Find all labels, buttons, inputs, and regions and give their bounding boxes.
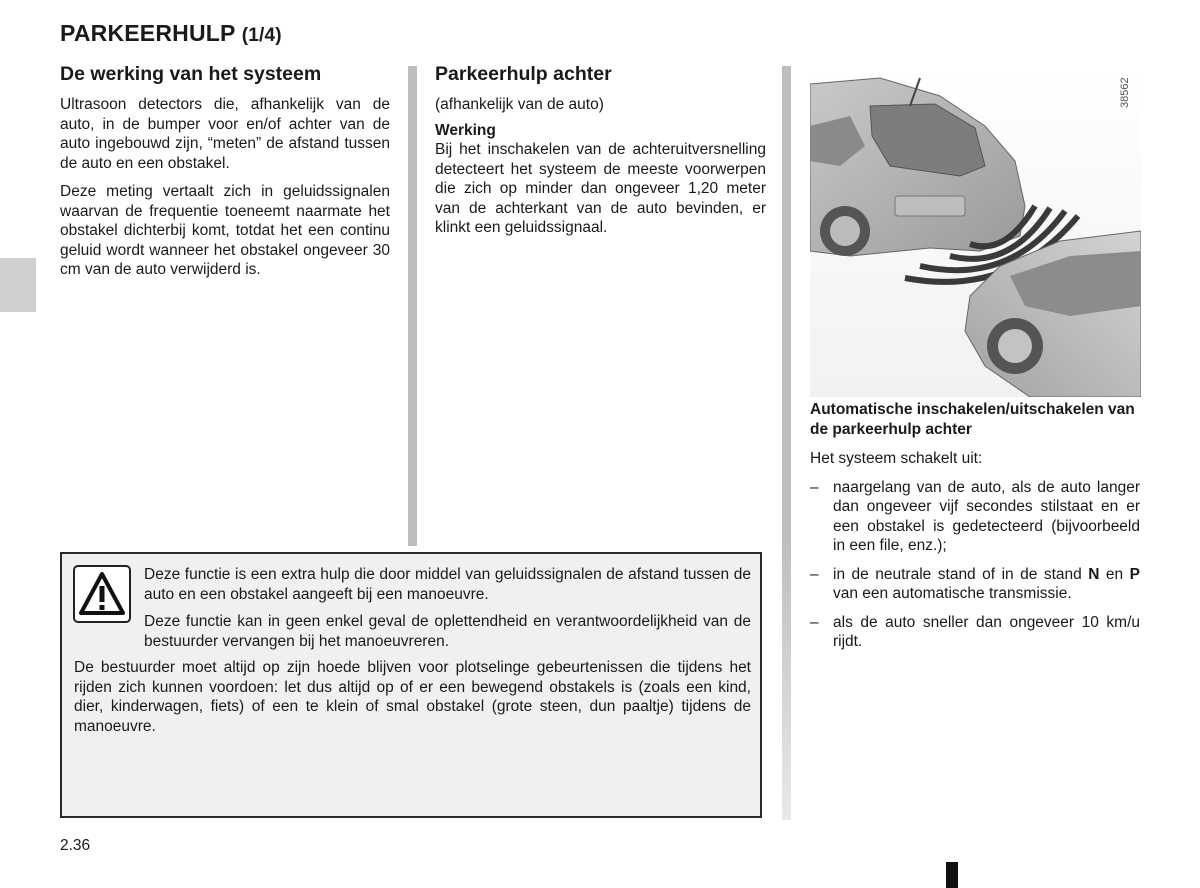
section-subtitle: (afhankelijk van de auto) xyxy=(435,96,604,113)
parking-aid-illustration xyxy=(810,66,1141,397)
list-item xyxy=(810,565,1140,604)
section-heading: De werking van het systeem xyxy=(60,63,322,85)
page-title-part: (1/4) xyxy=(241,25,282,46)
warning-triangle-icon xyxy=(73,565,131,623)
warning-paragraph: Deze functie kan in geen enkel geval de oplettendheid en verantwoordelijkheid van de bestuurder vervangen bij het manoeuvreren. xyxy=(144,613,751,650)
page-title-text: PARKEERHULP xyxy=(60,20,236,46)
subheading: Werking xyxy=(435,121,496,139)
column-system-operation xyxy=(60,62,390,289)
section-heading: Parkeerhulp achter xyxy=(435,63,612,85)
bullet-dash: – xyxy=(810,613,819,631)
gear-letter: P xyxy=(1129,565,1141,583)
warning-intro xyxy=(144,565,751,659)
paragraph: Bij het inschakelen van de achteruitversnelling detecteert het systeem de meeste voorwerpen die zich op minder dan ongeveer 1,20 meter van de achterkant van de auto bevinden, er klinkt een geluidssignaal. xyxy=(435,141,766,236)
warning-body xyxy=(74,658,751,736)
bullet-list xyxy=(810,478,1140,652)
chapter-tab-marker xyxy=(0,258,36,312)
section-heading: Automatische inschakelen/uitschakelen van de parkeerhulp achter xyxy=(810,401,1135,438)
illustration-ref-number: 38562 xyxy=(1119,77,1131,108)
list-item-text: als de auto sneller dan ongeveer 10 km/u rijdt. xyxy=(833,613,1140,650)
bullet-dash: – xyxy=(810,478,819,496)
column-auto-switching xyxy=(810,400,1140,661)
bullet-dash: – xyxy=(810,565,819,583)
column-divider xyxy=(408,66,417,546)
list-item-text: in de neutrale stand of in de stand N en P van een automatische transmissie. xyxy=(833,565,1141,602)
warning-box xyxy=(60,552,762,818)
list-item-text: naargelang van de auto, als de auto langer dan ongeveer vijf secondes stilstaat en er een obstakel is gedetecteerd (bijvoorbeeld in een file, enz.); xyxy=(833,478,1140,554)
page-number: 2.36 xyxy=(60,837,91,854)
page-title xyxy=(60,20,282,47)
car-illustration-svg xyxy=(810,66,1141,397)
warning-paragraph: De bestuurder moet altijd op zijn hoede blijven voor plotselinge gebeurtenissen die tijdens het rijden zich kunnen voordoen: let dus altijd op of er een bewegend obstakels is (zoals een kind, dier, kinderwagen, fiets) of een te klein of smal obstakel (grote steen, dun paaltje) tijdens de manoeuvre. xyxy=(74,659,751,735)
column-rear-parking-aid xyxy=(435,62,766,247)
column-divider xyxy=(782,66,791,820)
list-item xyxy=(810,613,1140,652)
corner-mark xyxy=(946,862,958,888)
list-item xyxy=(810,478,1140,556)
intro-text: Het systeem schakelt uit: xyxy=(810,450,983,467)
warning-paragraph: Deze functie is een extra hulp die door middel van geluidssignalen de afstand tussen de auto en een obstakel aangeeft bij een manoeuvre. xyxy=(144,566,751,603)
paragraph: Ultrasoon detectors die, afhankelijk van de auto, in de bumper voor en/of achter van de auto ingebouwd zijn, “meten” de afstand tussen de auto en een obstakel. xyxy=(60,96,390,172)
paragraph: Deze meting vertaalt zich in geluidssignalen waarvan de frequentie toeneemt naarmate het obstakel dichterbij komt, totdat het een continu geluid wordt wanneer het obstakel ongeveer 30 cm van de auto verwijderd is. xyxy=(60,183,390,278)
gear-letter: N xyxy=(1088,565,1100,583)
